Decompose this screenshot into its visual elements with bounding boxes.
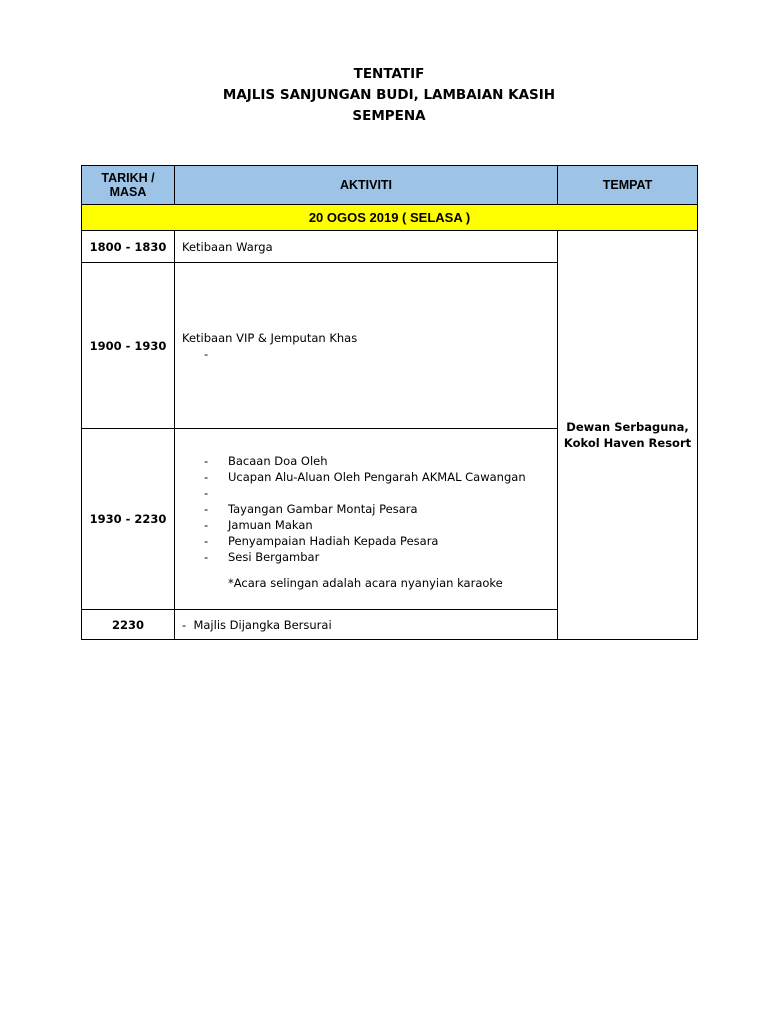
list-item-text: Tayangan Gambar Montaj Pesara	[228, 502, 418, 516]
list-item	[182, 501, 557, 517]
list-item	[182, 469, 557, 485]
bullet-dash: -	[204, 486, 209, 500]
place-line-1: Dewan Serbaguna,	[566, 420, 689, 434]
bullet-dash: -	[204, 550, 209, 564]
title-line-2: MAJLIS SANJUNGAN BUDI, LAMBAIAN KASIH	[222, 87, 556, 103]
list-item	[182, 485, 557, 501]
title-line-1: TENTATIF	[353, 66, 425, 82]
bullet-dash: -	[204, 518, 209, 532]
activity-cell: - Majlis Dijangka Bersurai	[175, 610, 558, 640]
header-time	[82, 166, 175, 205]
list-item-text: Sesi Bergambar	[228, 550, 320, 564]
list-item	[182, 453, 557, 469]
date-cell: 20 OGOS 2019 ( SELASA )	[82, 205, 698, 231]
activity-bullet-list	[182, 453, 557, 565]
document-title	[0, 64, 768, 127]
activity-cell	[175, 429, 558, 610]
list-item	[182, 517, 557, 533]
activity-note: *Acara selingan adalah acara nyanyian karaoke	[228, 576, 503, 590]
list-item-text: Ucapan Alu-Aluan Oleh Pengarah AKMAL Cawangan	[228, 470, 526, 484]
activity-cell	[175, 263, 558, 429]
schedule-table	[81, 165, 698, 640]
bullet-dash: -	[204, 534, 209, 548]
bullet-dash: -	[204, 502, 209, 516]
list-item-text: Penyampaian Hadiah Kepada Pesara	[228, 534, 439, 548]
time-cell: 1800 - 1830	[82, 231, 175, 263]
time-cell: 2230	[82, 610, 175, 640]
header-activity: AKTIVITI	[175, 166, 558, 205]
header-place: TEMPAT	[558, 166, 698, 205]
place-line-2: Kokol Haven Resort	[563, 436, 692, 450]
date-row	[82, 205, 698, 231]
bullet-dash: -	[204, 470, 209, 484]
time-cell: 1930 - 2230	[82, 429, 175, 610]
activity-sub-dash: -	[204, 346, 209, 361]
list-item	[182, 549, 557, 565]
table-row	[82, 231, 698, 263]
time-cell: 1900 - 1930	[82, 263, 175, 429]
place-cell	[558, 231, 698, 640]
bullet-dash: -	[204, 454, 209, 468]
activity-text: Ketibaan VIP & Jemputan Khas	[182, 330, 358, 345]
list-item	[182, 533, 557, 549]
title-line-3: SEMPENA	[352, 108, 426, 124]
header-time-label: TARIKH / MASA	[101, 171, 155, 199]
activity-cell: Ketibaan Warga	[175, 231, 558, 263]
list-item-text: Jamuan Makan	[228, 518, 313, 532]
list-item-text: Bacaan Doa Oleh	[228, 454, 328, 468]
header-row	[82, 166, 698, 205]
